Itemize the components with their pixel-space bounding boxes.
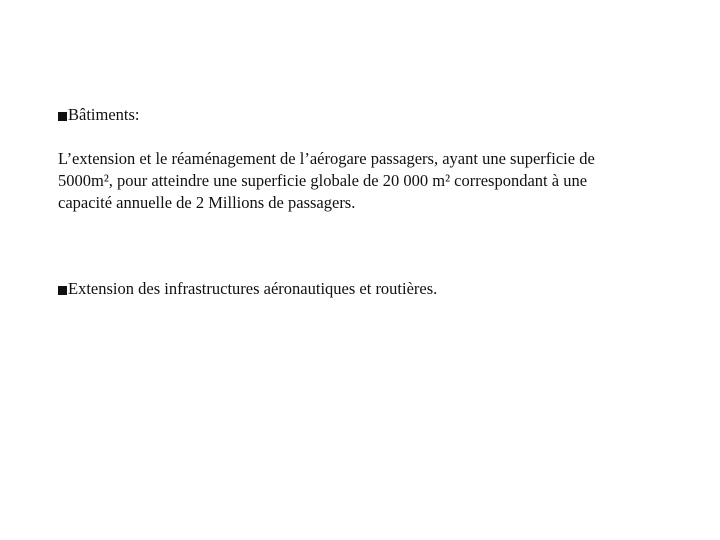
- bullet-extension: [58, 278, 437, 300]
- bullet-batiments: [58, 104, 140, 126]
- paragraph-line: capacité annuelle de 2 Millions de passagers.: [58, 193, 356, 212]
- square-bullet-icon: [58, 286, 67, 295]
- square-bullet-icon: [58, 112, 67, 121]
- paragraph-line: 5000m², pour atteindre une superficie globale de 20 000 m² correspondant à une: [58, 171, 588, 190]
- paragraph-line: L’extension et le réaménagement de l’aérogare passagers, ayant une superficie de: [58, 149, 595, 168]
- bullet-text-extension: Extension des infrastructures aéronautiques et routières.: [68, 279, 438, 298]
- bullet-text-batiments: Bâtiments:: [68, 105, 140, 124]
- body-paragraph: [58, 148, 688, 214]
